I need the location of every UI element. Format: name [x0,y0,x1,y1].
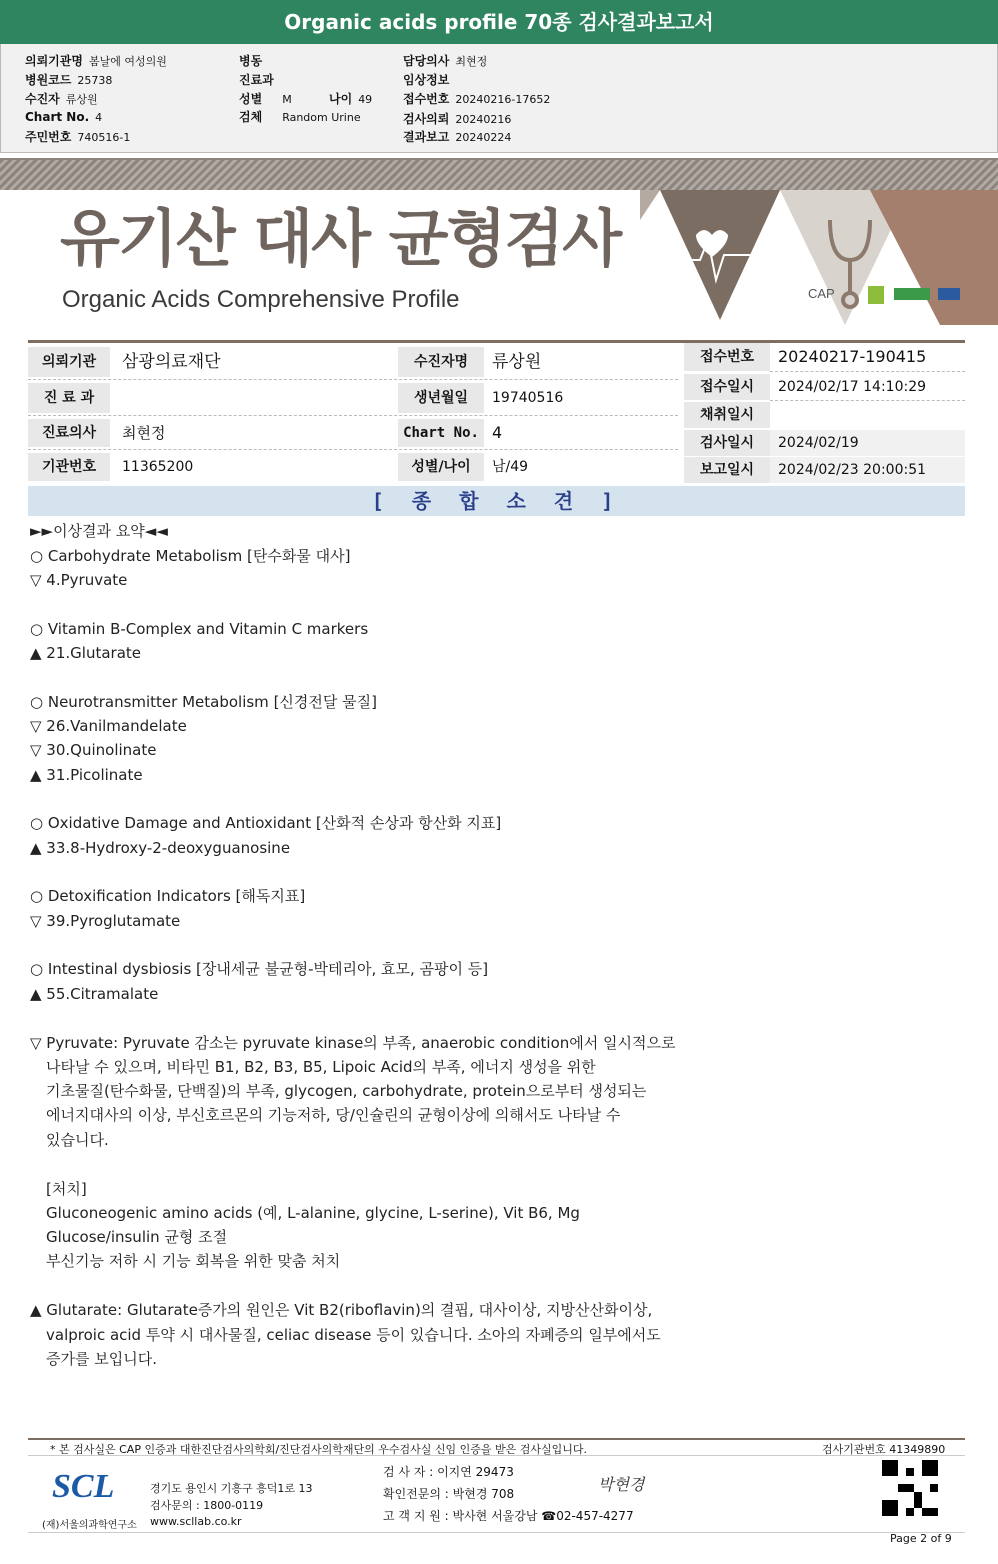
svg-text:CAP: CAP [808,286,835,301]
treatment-line: Gluconeogenic amino acids (예, L-alanine, glycine, L-serine), Vit B6, Mg [46,1204,580,1222]
patient-info-table: 의뢰기관 삼광의료재단 진 료 과 진료의사 최현정 기관번호 11365200 수진자명 류상원 생년월일 19740516 Chart No. 4 성별/나이 남/49 접수번호 20240217-190415 접수일시 2024/02/17 14:10:29 채취일시 검사일시 2024/02/19 보고일시 2024/02/23 20:00:51 [28,340,965,483]
comment-line: 있습니다. [46,1131,109,1149]
page-number: Page 2 of 9 [890,1532,952,1545]
treatment-line: Glucose/insulin 균형 조절 [46,1228,228,1246]
category-line: ○ Vitamin B-Complex and Vitamin C markers [30,620,369,638]
institution-value: 삼광의료재단 [122,352,221,372]
title-korean: 유기산 대사 균형검사 [60,202,621,275]
scl-logo: SCL [52,1468,115,1505]
patient-name: 류상원 [492,352,542,372]
lmi-logo [868,286,884,304]
result-line: ▽ 30.Quinolinate [30,741,157,759]
website-link[interactable]: www.scllab.co.kr [150,1515,242,1528]
footer-divider [28,1438,965,1440]
result-line: ▽ 4.Pyruvate [30,571,128,589]
comment-line: 나타날 수 있으며, 비타민 B1, B2, B3, B5, Lipoic Acid의 부족, 에너지 생성을 위한 [46,1058,596,1076]
footer-certification-note: * 본 검사실은 CAP 인증과 대한진단검사의학회/진단검사의학재단의 우수검사실 신임 인증을 받은 검사실입니다. [50,1443,588,1456]
result-line: ▲ 55.Citramalate [30,985,159,1003]
result-line: ▽ 26.Vanilmandelate [30,717,187,735]
result-line: ▲ 33.8-Hydroxy-2-deoxyguanosine [30,839,291,857]
header-info: 의뢰기관명 봄날에 여성의원 병원코드 25738 수진자 류상원 Chart No. 4 주민번호 740516-1 병동 진료과 성별 M 나이 49 검체 Random Urine 담당의사 최현정 임상정보 접수번호 20240216-17652 검사의뢰 20240216 결과보고 20240224 [0,44,998,153]
comment-line: 에너지대사의 이상, 부신호르몬의 기능저하, 당/인슐린의 균형이상에 의해서도 나타날 수 [46,1106,621,1124]
lab-name: (재)서울의과학연구소 [42,1520,137,1531]
report-title-bar: Organic acids profile 70종 검사결과보고서 [0,0,998,44]
comment-line: 기초물질(탄수화물, 단백질)의 부족, glycogen, carbohydrate, protein으로부터 생성되는 [46,1082,647,1100]
summary-heading: [ 종 합 소 견 ] [28,486,965,516]
reg-number: 20240217-190415 [770,343,965,372]
footer-org-code: 검사기관번호 41349890 [822,1443,946,1456]
comment-line: 증가를 보입니다. [46,1350,157,1368]
qr-code-icon [882,1460,938,1516]
kola-logo [894,288,930,300]
category-line: ○ Carbohydrate Metabolism [탄수화물 대사] [30,547,351,565]
treatment-heading: [처치] [46,1180,87,1198]
anab-logo [938,288,960,300]
comment-line: ▲ Glutarate: Glutarate증가의 원인은 Vit B2(riboflavin)의 결핍, 대사이상, 지방산산화이상, [30,1301,653,1319]
category-line: ○ Oxidative Damage and Antioxidant [산화적 손상과 항산화 지표] [30,814,502,832]
category-line: ○ Intestinal dysbiosis [장내세균 불균형-박테리아, 효모, 곰팡이 등] [30,960,489,978]
comment-line: ▽ Pyruvate: Pyruvate 감소는 pyruvate kinase의 부족, anaerobic condition에서 일시적으로 [30,1034,676,1052]
summary-title-line: ►►이상결과 요약◄◄ [30,522,168,540]
result-line: ▽ 39.Pyroglutamate [30,912,181,930]
treatment-line: 부신기능 저하 시 기능 회복을 위한 맞춤 처치 [46,1252,341,1270]
category-line: ○ Neurotransmitter Metabolism [신경전달 물질] [30,693,377,711]
result-line: ▲ 21.Glutarate [30,644,141,662]
result-line: ▲ 31.Picolinate [30,766,143,784]
signature: 박현경 [598,1477,645,1494]
banner-graphic [640,160,998,332]
title-english: Organic Acids Comprehensive Profile [62,286,460,313]
category-line: ○ Detoxification Indicators [해독지표] [30,887,306,905]
comment-line: valproic acid 투약 시 대사물질, celiac disease 등이 있습니다. 소아의 자폐증의 일부에서도 [46,1326,661,1344]
